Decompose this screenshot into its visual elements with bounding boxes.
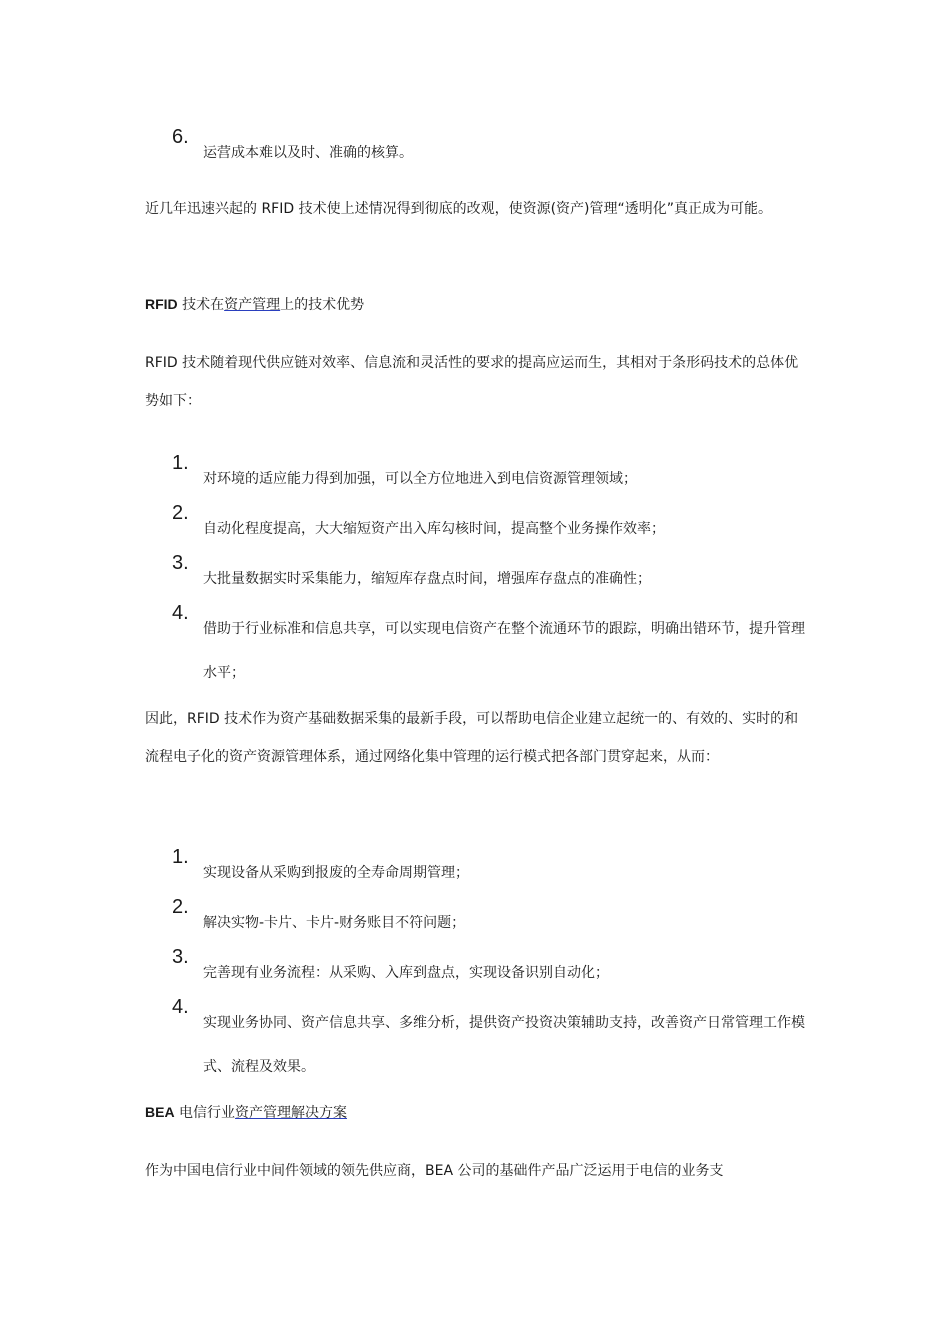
list-item-text: 实现设备从采购到报废的全寿命周期管理； [203, 865, 469, 881]
paragraph-advantages: RFID 技术随着现代供应链对效率、信息流和灵活性的要求的提高应运而生，其相对于条形码技术的总体优势如下： [145, 355, 799, 409]
list-item-text: 对环境的适应能力得到加强，可以全方位地进入到电信资源管理领域； [203, 471, 637, 487]
list-number: 2. [172, 896, 189, 918]
list-item-text: 解决实物-卡片、卡片-财务账目不符问题； [203, 915, 466, 931]
list-number: 1. [172, 452, 189, 474]
list-item-text: 实现业务协同、资产信息共享、多维分析，提供资产投资决策辅助支持，改善资产日常管理工作模式、流程及效果。 [203, 1015, 805, 1075]
list-item-text: 完善现有业务流程：从采购、入库到盘点，实现设备识别自动化； [203, 965, 609, 981]
list-item-text: 自动化程度提高，大大缩短资产出入库勾核时间，提高整个业务操作效率； [203, 521, 665, 537]
asset-management-link[interactable]: 资产管理 [224, 297, 281, 313]
list-number: 1. [172, 846, 189, 868]
section-heading-rfid-advantages [145, 285, 810, 324]
heading-bold-term: BEA [145, 1104, 175, 1120]
list-number: 4. [172, 996, 189, 1018]
list-number: 2. [172, 502, 189, 524]
heading-text: 电信行业 [174, 1105, 236, 1121]
paragraph-bea: 作为中国电信行业中间件领域的领先供应商，BEA 公司的基础件产品广泛运用于电信的业务支 [145, 1163, 724, 1179]
asset-management-solution-link[interactable]: 资产管理解决方案 [235, 1105, 348, 1121]
list-number: 3. [172, 552, 189, 574]
heading-text-suffix: 上的技术优势 [280, 297, 365, 313]
section-heading-bea-solution [145, 1093, 810, 1132]
list-item-text: 大批量数据实时采集能力，缩短库存盘点时间，增强库存盘点的准确性； [203, 571, 651, 587]
heading-text: 技术在 [177, 297, 225, 313]
paragraph-rfid-intro: 近几年迅速兴起的 RFID 技术使上述情况得到彻底的改观，使资源(资产)管理“透明化”真正成为可能。 [145, 201, 773, 217]
paragraph-therefore: 因此，RFID 技术作为资产基础数据采集的最新手段，可以帮助电信企业建立起统一的、有效的、实时的和流程电子化的资产资源管理体系，通过网络化集中管理的运行模式把各部门贯穿起来，从而： [145, 711, 799, 765]
list-item-text: 运营成本难以及时、准确的核算。 [203, 145, 413, 161]
list-number: 4. [172, 602, 189, 624]
heading-bold-term: RFID [145, 296, 178, 312]
list-number: 3. [172, 946, 189, 968]
list-number: 6. [172, 126, 189, 148]
list-item-text: 借助于行业标准和信息共享，可以实现电信资产在整个流通环节的跟踪，明确出错环节，提升管理水平； [203, 621, 805, 681]
